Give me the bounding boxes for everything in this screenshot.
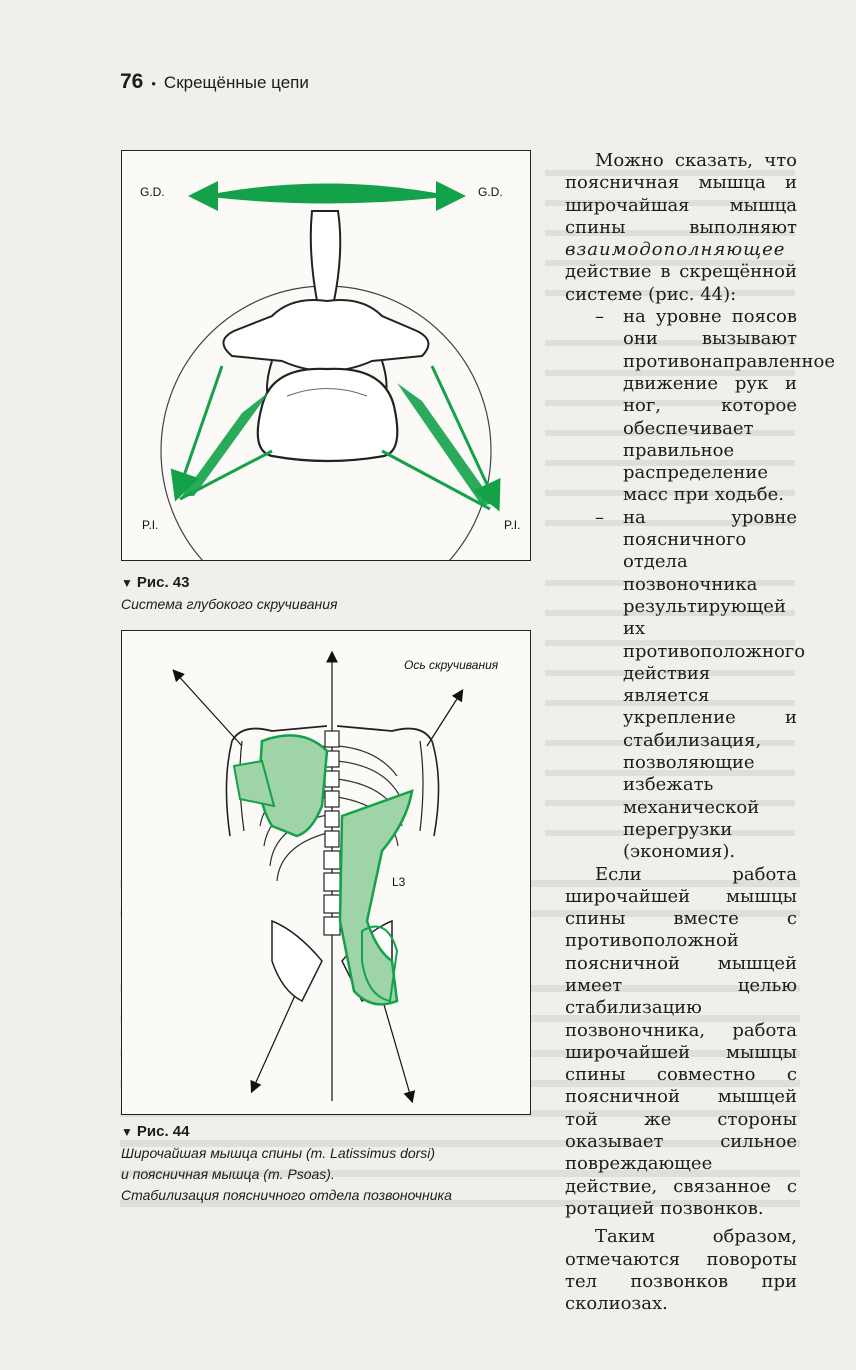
torso-diagram [122,631,530,1114]
chapter-title: Скрещённые цепи [163,73,309,92]
label-gd-left: G.D. [140,185,165,199]
figure-44 [121,630,531,1115]
running-header [120,70,309,94]
list-item-text: на уровне поясничного отдела позвоночника результирующей их противоположного действия является укрепление и стабилизация, позволяющие избежать механической перегрузки (экономия). [623,506,806,863]
caption-triangle-icon: ▼ [121,576,133,590]
axis-label: Ось скручивания [404,658,499,672]
paragraph: Таким образом, отмечаются повороты тел позвонков при сколиозах. [565,1226,797,1315]
spinous-process [311,211,340,301]
label-pi-left: P.I. [142,518,159,532]
caption-text: Система глубокого скручивания [121,596,338,612]
vertebral-arch [223,300,428,371]
label-gd-right: G.D. [478,185,503,199]
paragraph [565,150,797,306]
page-number: 76 [120,70,144,93]
vertebra-diagram [122,151,530,560]
caption-line: и поясничная мышца (m. Psoas). [121,1166,335,1182]
figure-label: Рис. 43 [136,574,190,591]
emphasized-term: взаимодополняющее [565,239,786,261]
figure-43 [121,150,531,561]
label-pi-right: P.I. [504,518,521,532]
list-item [565,506,806,864]
paragraph: Если работа широчайшей мышцы спины вместе с противоположной поясничной мышцей имеет целью стабилизацию позвоночника, работа широчайшей мышцы спины совместно с поясничной мышцей той же стороны оказывает сильное повреждающее действие, связанное с ротацией позвонков. [565,863,797,1219]
vertebral-body [258,369,398,461]
header-separator: • [151,76,156,91]
list-item [565,306,835,507]
latissimus-dorsi [260,735,328,836]
paragraph-text: действие в скрещённой системе (рис. 44): [565,261,797,305]
list-item-text: на уровне поясов они вызывают противонаправленное движение рук и ног, которое обеспечивает правильное распределение масс при ходьбе. [623,306,835,506]
caption-line: Широчайшая мышца спины (m. Latissimus dorsi) [121,1145,436,1161]
caption-triangle-icon: ▼ [121,1125,133,1139]
vertebra-label: L3 [392,875,406,889]
list-marker: – [595,506,604,528]
figure-44-caption [121,1121,541,1206]
body-text-column [565,150,835,1315]
list-marker: – [595,306,604,328]
paragraph-text: Можно сказать, что поясничная мышца и широчайшая мышца спины выполняют [565,150,797,238]
psoas-muscle [340,791,412,1004]
gd-band [202,184,452,204]
figure-43-caption [121,572,541,615]
caption-line: Стабилизация поясничного отдела позвоночника [121,1187,452,1203]
figure-label: Рис. 44 [136,1123,190,1140]
